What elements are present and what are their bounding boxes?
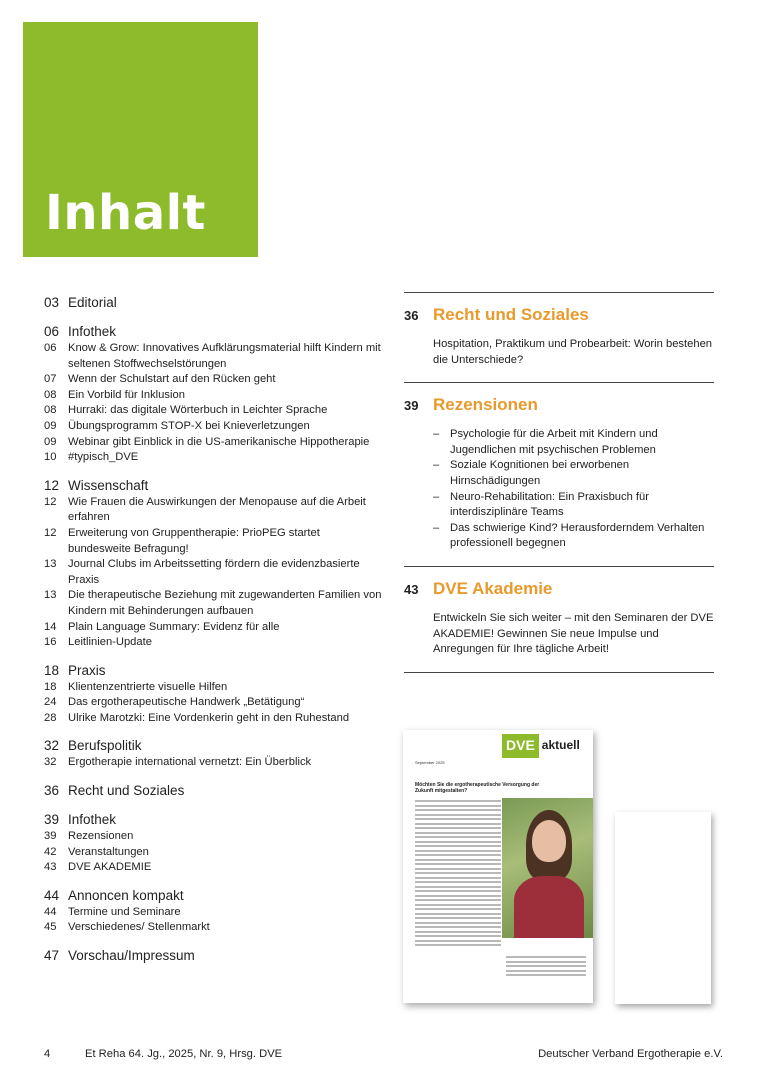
toc-entry-page-number: 45 [44, 921, 57, 934]
toc-section-title: Berufspolitik [68, 738, 142, 754]
toc-section-title: Praxis [68, 662, 106, 678]
toc-entry[interactable] [44, 711, 384, 727]
toc-entry[interactable] [44, 829, 384, 845]
toc-section-title: Annoncen kompakt [68, 887, 184, 903]
logo-dve: DVE [502, 734, 539, 758]
review-title: Das schwierige Kind? Herausforderndem Verhalten professionell begegnen [450, 521, 705, 550]
toc-page-number: 06 [44, 324, 60, 339]
toc-entry[interactable] [44, 450, 384, 466]
toc-section-title: Wissenschaft [68, 477, 149, 493]
section-title[interactable]: DVE Akademie [433, 578, 553, 598]
toc-entry-page-number: 12 [44, 526, 57, 539]
toc-entry-title: Leitlinien-Update [68, 636, 152, 649]
section-teaser: Entwickeln Sie sich weiter – mit den Seminaren der DVE AKADEMIE! Gewinnen Sie neue Impulse und Anregungen für Ihre tägliche Arbeit! [433, 611, 714, 656]
toc-page-number: 18 [44, 662, 60, 678]
toc-entry[interactable] [44, 920, 384, 936]
toc-entry-page-number: 08 [44, 388, 57, 401]
toc-entry-page-number: 06 [44, 342, 57, 354]
toc-section [44, 477, 384, 651]
toc-entry-page-number: 14 [44, 620, 57, 633]
toc-entry-title: Know & Grow: Innovatives Aufklärungsmaterial hilft Kindern mit seltenen Stoffwechselstörungen [68, 342, 381, 370]
toc-page-number: 03 [44, 295, 60, 310]
toc-page-number: 32 [44, 738, 60, 754]
review-item[interactable] [433, 521, 714, 552]
toc-entry[interactable] [44, 526, 384, 557]
review-item[interactable] [433, 427, 714, 458]
toc-section-heading[interactable] [44, 782, 384, 800]
footer-organization: Deutscher Verband Ergotherapie e.V. [538, 1048, 723, 1060]
toc-entry-title: Übungsprogramm STOP-X bei Knieverletzungen [68, 419, 310, 432]
toc-page-number: 47 [44, 948, 60, 964]
magazine-date: September 2025 [415, 760, 445, 765]
toc-entry[interactable] [44, 905, 384, 921]
section-recht-und-soziales [404, 293, 714, 382]
toc-entry-title: Ulrike Marotzki: Eine Vordenkerin geht in den Ruhestand [68, 711, 350, 724]
toc-entry-page-number: 13 [44, 558, 57, 571]
toc-entry[interactable] [44, 495, 384, 526]
toc-entry-title: Das ergotherapeutische Handwerk „Betätigung“ [68, 696, 305, 709]
toc-entry-title: Erweiterung von Gruppentherapie: PrioPEG startet bundesweite Befragung! [68, 526, 320, 555]
toc-section [44, 782, 384, 800]
list-dash: – [433, 459, 440, 472]
toc-section [44, 662, 384, 727]
toc-page-number: 12 [44, 477, 60, 493]
toc-entry[interactable] [44, 403, 384, 419]
toc-entry-title: Ein Vorbild für Inklusion [68, 388, 185, 401]
section-teaser: Hospitation, Praktikum und Probearbeit: Worin bestehen die Unterschiede? [433, 338, 713, 366]
toc-entry-title: Webinar gibt Einblick in die US-amerikanische Hippotherapie [68, 435, 370, 448]
section-title[interactable]: Recht und Soziales [433, 305, 589, 324]
review-item[interactable] [433, 458, 714, 489]
toc-entry[interactable] [44, 695, 384, 711]
footer-journal: Et Reha 64. Jg., 2025, Nr. 9, Hrsg. DVE [85, 1048, 283, 1060]
toc-page-number: 44 [44, 887, 60, 903]
toc-section-title: Vorschau/Impressum [68, 948, 195, 964]
review-title: Psychologie für die Arbeit mit Kindern und Jugendlichen mit psychischen Problemen [450, 428, 658, 456]
toc-entry-title: Verschiedenes/ Stellenmarkt [68, 921, 210, 934]
toc-entry-title: DVE AKADEMIE [68, 861, 152, 874]
toc-entry-page-number: 10 [44, 451, 57, 464]
review-item[interactable] [433, 490, 714, 521]
toc-section-title: Infothek [68, 324, 117, 339]
toc-entry-title: Die therapeutische Beziehung mit zugewanderten Familien von Kindern mit Behinderungen aufbauen [68, 589, 382, 617]
toc-entry-title: Wenn der Schulstart auf den Rücken geht [68, 373, 276, 386]
toc-section-heading[interactable] [44, 477, 384, 495]
toc-entry[interactable] [44, 620, 384, 636]
toc-entry-title: Plain Language Summary: Evidenz für alle [68, 620, 280, 633]
toc-entry-page-number: 44 [44, 905, 57, 918]
section-page-number: 36 [404, 308, 419, 323]
toc-entry[interactable] [44, 588, 384, 619]
dve-aktuell-logo [502, 734, 580, 758]
toc-section [44, 811, 384, 876]
toc-entry-page-number: 12 [44, 495, 57, 508]
toc-entry-page-number: 24 [44, 696, 57, 709]
toc-entry-title: Hurraki: das digitale Wörterbuch in Leichter Sprache [68, 404, 328, 417]
section-rezensionen [404, 383, 714, 566]
divider [404, 672, 714, 673]
toc-page-number: 39 [44, 812, 60, 828]
toc-section-heading[interactable] [44, 662, 384, 680]
toc-entry-page-number: 16 [44, 636, 57, 649]
toc-entry[interactable] [44, 435, 384, 451]
toc-section [44, 323, 384, 466]
review-list [404, 427, 714, 552]
toc-entry-page-number: 08 [44, 404, 57, 417]
page-title: Inhalt [45, 185, 206, 241]
toc-entry[interactable] [44, 372, 384, 388]
logo-aktuell: aktuell [541, 738, 580, 752]
toc-section-heading[interactable] [44, 811, 384, 829]
toc-entry-page-number: 13 [44, 589, 57, 602]
toc-section [44, 737, 384, 771]
toc-entry-page-number: 09 [44, 435, 57, 448]
toc-left-column [44, 294, 384, 976]
list-dash: – [433, 490, 440, 503]
toc-entry[interactable] [44, 419, 384, 435]
toc-entry[interactable] [44, 341, 384, 372]
toc-section-heading[interactable] [44, 887, 384, 905]
toc-entry-page-number: 42 [44, 845, 57, 858]
toc-entry[interactable] [44, 557, 384, 588]
toc-entry-page-number: 18 [44, 680, 57, 693]
toc-section [44, 887, 384, 936]
magazine-photo [502, 798, 593, 938]
toc-entry[interactable] [44, 388, 384, 404]
toc-entry-page-number: 28 [44, 711, 57, 724]
toc-page-number: 36 [44, 783, 60, 799]
toc-entry[interactable] [44, 635, 384, 651]
toc-section-title: Recht und Soziales [68, 783, 185, 799]
toc-section [44, 294, 384, 312]
magazine-text-lines [415, 800, 501, 949]
footer-page-number: 4 [44, 1048, 51, 1060]
toc-section-heading[interactable] [44, 323, 384, 341]
toc-section-heading[interactable] [44, 737, 384, 755]
toc-entry-title: Termine und Seminare [68, 905, 181, 918]
toc-section-heading[interactable] [44, 294, 384, 312]
toc-entry[interactable] [44, 860, 384, 876]
list-dash: – [433, 428, 440, 441]
toc-entry-title: #typisch_DVE [68, 451, 139, 464]
toc-entry-page-number: 09 [44, 419, 57, 432]
toc-entry-page-number: 43 [44, 861, 57, 874]
toc-entry-title: Journal Clubs im Arbeitssetting fördern die evidenzbasierte Praxis [68, 558, 360, 586]
toc-right-column [404, 292, 714, 673]
toc-section-title: Editorial [68, 295, 117, 310]
toc-entry-title: Ergotherapie international vernetzt: Ein Überblick [68, 756, 312, 769]
toc-section [44, 947, 384, 965]
header-block [23, 22, 258, 257]
magazine-back-page [615, 812, 711, 1004]
toc-entry-page-number: 32 [44, 756, 57, 769]
toc-entry-title: Rezensionen [68, 830, 134, 843]
section-dve-akademie [404, 567, 714, 672]
list-dash: – [433, 521, 440, 534]
toc-entry[interactable] [44, 680, 384, 696]
toc-entry-page-number: 07 [44, 373, 57, 386]
toc-entry[interactable] [44, 845, 384, 861]
review-title: Neuro-Rehabilitation: Ein Praxisbuch für interdisziplinäre Teams [450, 490, 649, 519]
magazine-headline: Möchten Sie die ergotherapeutische Versorgung der Zukunft mitgestalten? [415, 782, 540, 794]
toc-entry[interactable] [44, 755, 384, 771]
toc-entry-title: Klientenzentrierte visuelle Hilfen [68, 680, 228, 693]
toc-entry-page-number: 39 [44, 830, 57, 843]
toc-entry-title: Veranstaltungen [68, 845, 149, 858]
section-title[interactable]: Rezensionen [433, 395, 538, 415]
section-page-number: 43 [404, 581, 419, 597]
toc-section-heading[interactable] [44, 947, 384, 965]
toc-entry-title: Wie Frauen die Auswirkungen der Menopause auf die Arbeit erfahren [68, 495, 366, 524]
toc-section-title: Infothek [68, 812, 117, 828]
review-title: Soziale Kognitionen bei erworbenen Hirnschädigungen [450, 459, 630, 487]
section-page-number: 39 [404, 398, 419, 414]
magazine-caption-lines [506, 956, 586, 979]
magazine-cover-thumbnail[interactable] [403, 730, 593, 1003]
